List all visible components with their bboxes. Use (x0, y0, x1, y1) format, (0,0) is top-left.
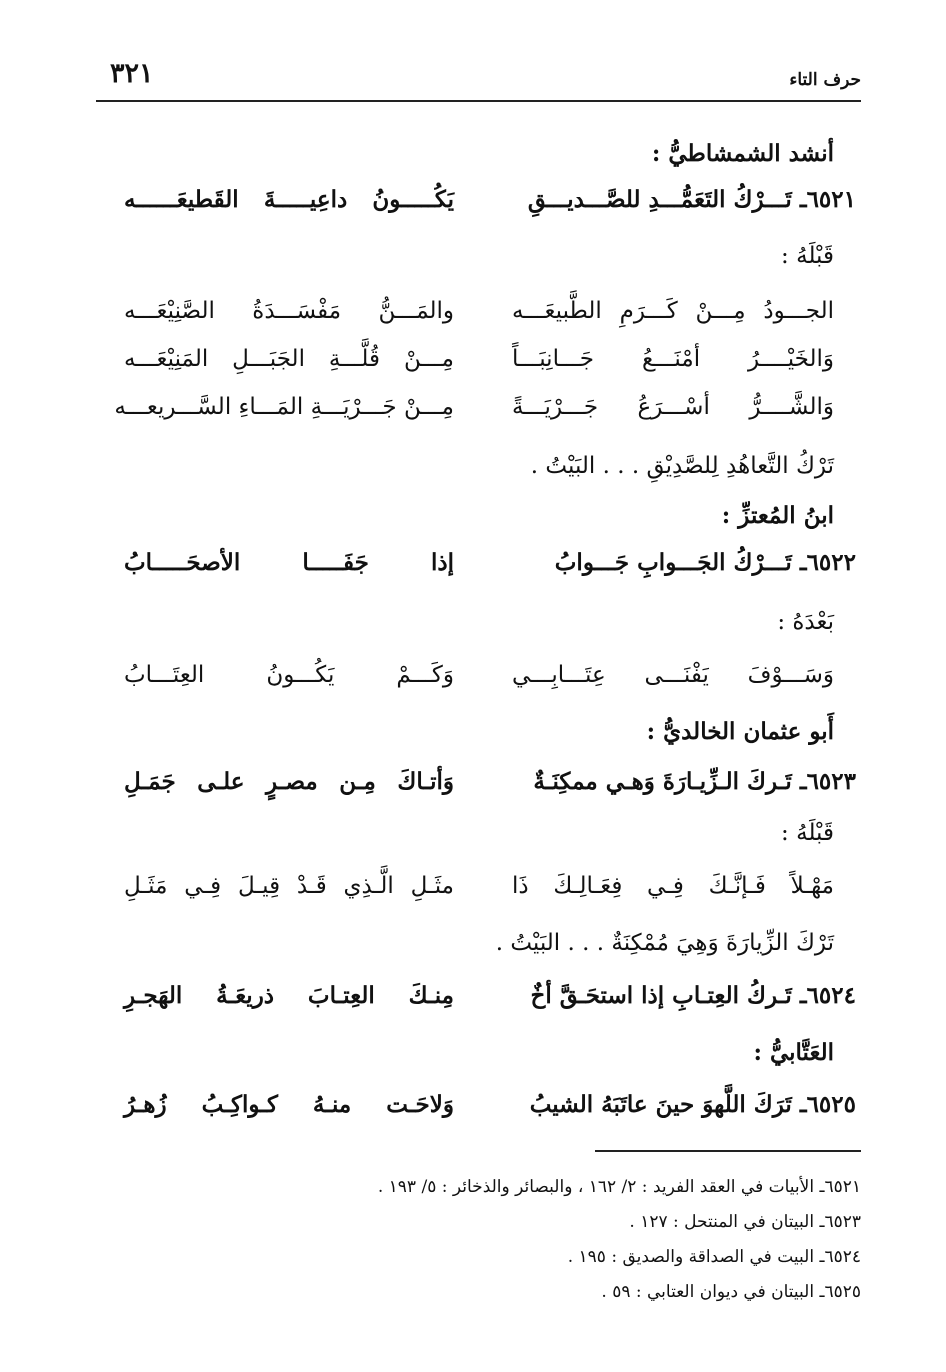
verse-first-hemistich (512, 186, 856, 213)
verse-first-hemistich (512, 346, 834, 372)
verse-second-hemistich: مثَـلِ الَّـذِي قَـدْ قِيـلَ فِـي مَثَـلِ (124, 873, 454, 899)
editor-note: تَرْكُ التَّعاهُدِ لِلصَّدِيْقِ . . . البَيْتُ . (530, 453, 834, 479)
verse-second-hemistich: مِـــنْ قُلَّـــةِ الجَبَـــلِ المَنِيْعَـــه (124, 346, 454, 372)
verse-second-hemistich: وَلاحَـت منـهُ كـواكِـبُ زُهـرُ (124, 1091, 454, 1118)
page-number: ٣٢١ (110, 58, 154, 89)
verse-number: ٦٥٢٢ـ (799, 549, 856, 576)
verse-first-hemistich (512, 1091, 856, 1118)
verse-second-hemistich: يَكُـــــونُ داعِيـــــةَ القَطيعَــــــه (124, 186, 454, 213)
editor-note: بَعْدَهُ : (777, 609, 834, 635)
verse-second-hemistich: وَأتـاكَ مِـن مصـرٍ علـى جَمَـلِ (124, 768, 454, 795)
verse-number: ٦٥٢٥ـ (799, 1091, 856, 1118)
verse-second-hemistich: مِـــنْ جَـــرْيَـــةِ المَـــاءِ السَّـــريعـــه (114, 394, 454, 420)
verse-first-hemistich (512, 298, 834, 324)
verse-first-hemistich (512, 768, 856, 795)
editor-note: قَبْلَهُ : (781, 820, 834, 846)
hemistich-text: وَالشَّــــرُّ أسْـــرَعُ جَـــرْيَـــةً (512, 394, 834, 420)
hemistich-text: وَالخَيْــــرُ أمْنَـــعُ جَـــانِبَـــاً (512, 346, 834, 372)
footnote: ٦٥٢٣ـ البيتان في المنتحل : ١٢٧ . (629, 1212, 861, 1232)
hemistich-text: تَـــرْكُ التَعَمُّـــدِ للصَّـــديـــقِ (527, 186, 792, 213)
poet-attribution: أَبو عثمان الخالديُّ : (646, 718, 834, 745)
editor-note: قَبْلَهُ : (781, 243, 834, 269)
verse-number: ٦٥٢٤ـ (799, 982, 856, 1009)
hemistich-text: وَسَـــوْفَ يَفْنَـــى عِتَـــابِـــي (512, 662, 834, 688)
verse-first-hemistich (512, 982, 856, 1009)
verse-first-hemistich (512, 549, 856, 576)
verse-number: ٦٥٢١ـ (799, 186, 856, 213)
poet-attribution: العَتَّابيُّ : (753, 1039, 834, 1066)
footnote: ٦٥٢٤ـ البيت في الصداقة والصديق : ١٩٥ . (567, 1247, 861, 1267)
verse-second-hemistich: والمَـــنُّ مَفْسَـــدَةُ الصَّنِيْعَـــه (124, 298, 454, 324)
poet-attribution: أنشد الشمشاطيُّ : (651, 140, 834, 167)
poet-attribution: ابنُ المُعتزِّ : (721, 502, 834, 529)
verse-first-hemistich (512, 394, 834, 420)
header-rule (96, 100, 861, 102)
verse-first-hemistich (512, 662, 834, 688)
editor-note: تَرْكَ الزِّيارَةَ وَهِيَ مُمْكِنَةٌ . . . البَيْتُ . (495, 930, 834, 956)
footnote: ٦٥٢٥ـ البيتان في ديوان العتابي : ٥٩ . (601, 1282, 861, 1302)
hemistich-text: تَـــرْكُ الجَـــوابِ جَـــوابُ (554, 549, 792, 576)
verse-second-hemistich: مِنـكَ العِتـابَ ذريعَـةُ الهَجـرِ (124, 982, 454, 1009)
verse-second-hemistich: إذا جَفَـــــا الأصحَـــــابُ (124, 549, 454, 576)
chapter-title: حرف التاء (789, 70, 861, 90)
verse-first-hemistich (512, 873, 834, 899)
page-header (96, 50, 861, 100)
footnote: ٦٥٢١ـ الأبيات في العقد الفريد : ٢/ ١٦٢ ، والبصائر والذخائر : ٥/ ١٩٣ . (377, 1177, 861, 1197)
hemistich-text: الجـــودُ مِـــنْ كَـــرَمِ الطَّبيعَـــه (512, 298, 834, 324)
hemistich-text: مَهْـلاً فَـإنَّـكَ فِـي فِعَـالِـكَ ذَا (512, 873, 834, 899)
hemistich-text: تَـركُ العِتـابِ إذا استحَـقَّ أخٌ (530, 982, 792, 1009)
verse-second-hemistich: وَكَـــمْ يَكُـــونُ العِتَـــابُ (124, 662, 454, 688)
hemistich-text: تَـركَ الـزِّيـارَةَ وَهـي ممكِنَـةٌ (533, 768, 792, 795)
footnote-rule (595, 1150, 861, 1152)
verse-number: ٦٥٢٣ـ (799, 768, 856, 795)
hemistich-text: تَرَكَ اللَّهوَ حينَ عاتَبَهُ الشيبُ (529, 1091, 792, 1118)
